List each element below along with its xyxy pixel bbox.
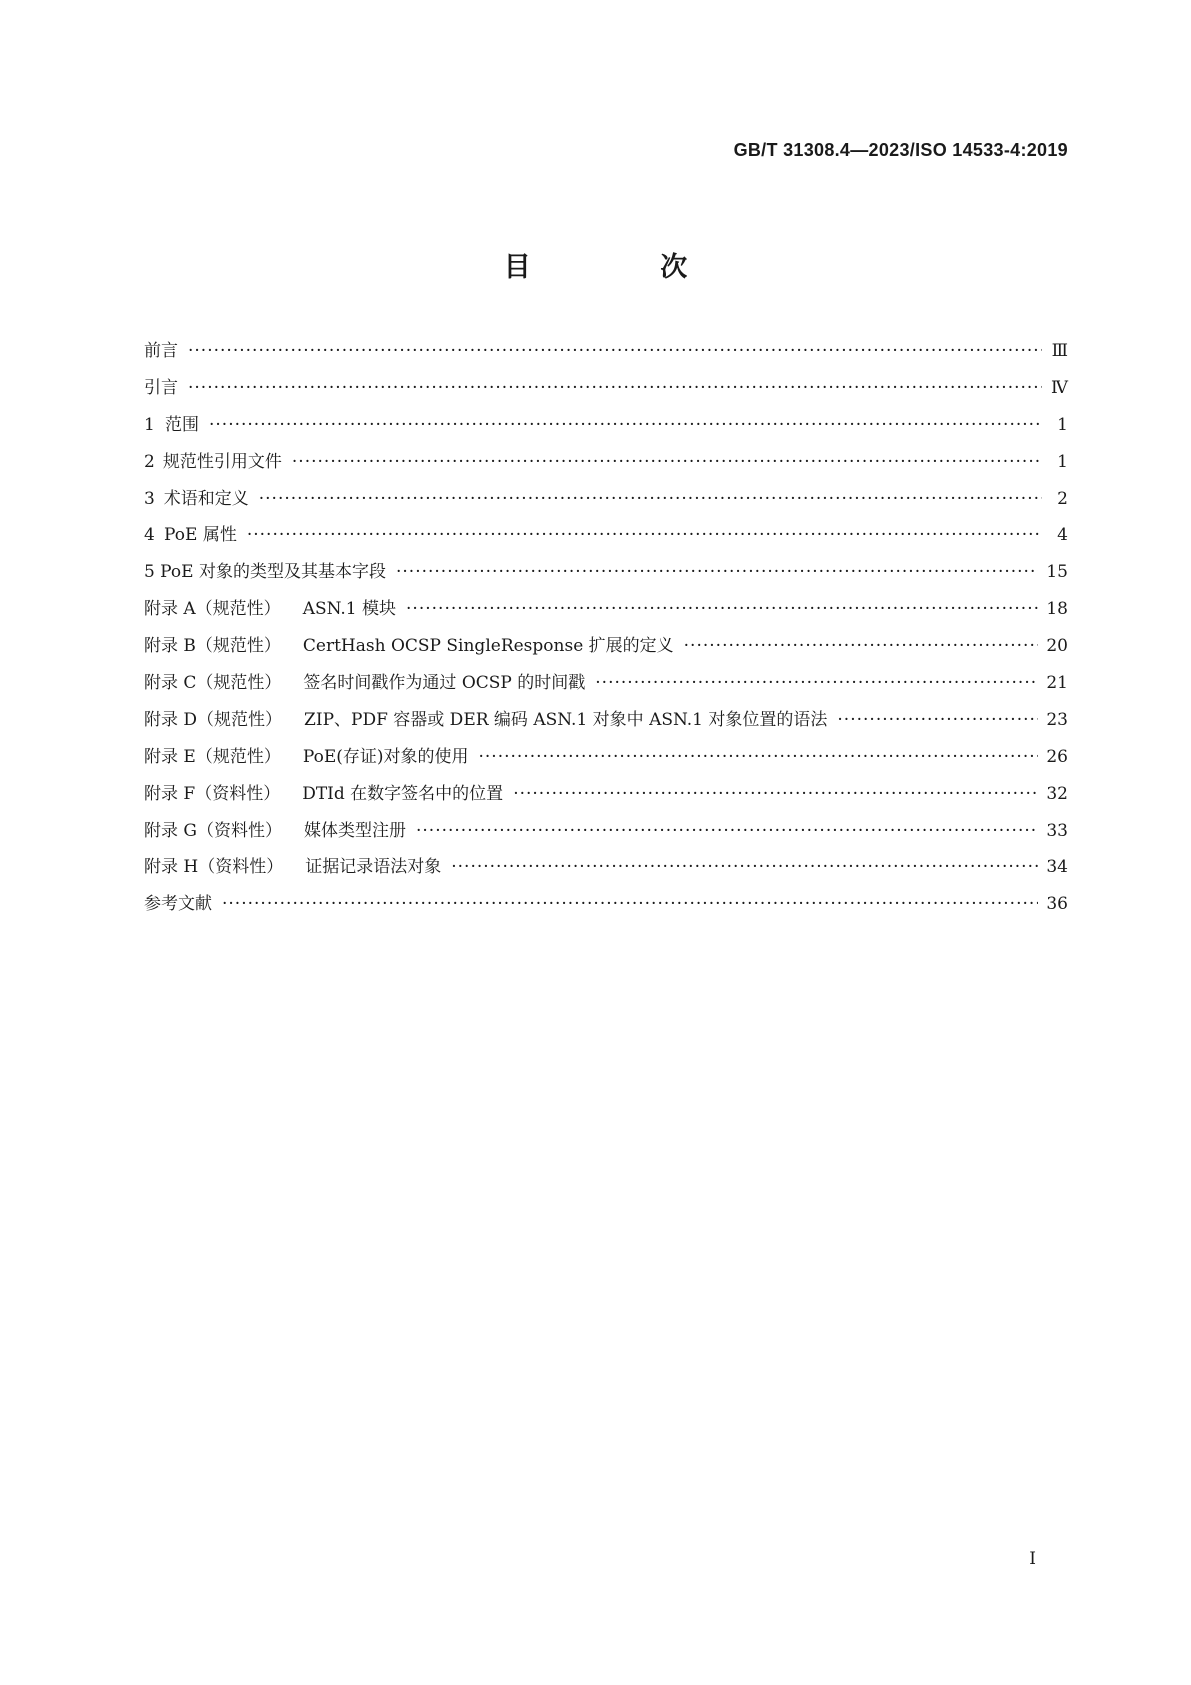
toc-annex-prefix: 附录 H（资料性） bbox=[144, 857, 284, 878]
toc-entry-annex-e[interactable] bbox=[144, 742, 1068, 779]
toc-entry-label: 参考文献 bbox=[144, 894, 212, 915]
toc-entry-page: 1 bbox=[1057, 451, 1068, 472]
toc-annex-prefix: 附录 B（规范性） bbox=[144, 636, 281, 657]
toc-annex-prefix: 附录 F（资料性） bbox=[144, 783, 281, 804]
toc-leader-dots bbox=[222, 894, 1038, 914]
toc-entry-annex-a[interactable] bbox=[144, 594, 1068, 631]
toc-entry-page: 18 bbox=[1046, 599, 1068, 620]
toc-entry-label: ASN.1 模块 bbox=[302, 599, 397, 620]
toc-entry-page: 2 bbox=[1057, 488, 1068, 509]
toc-entry-introduction[interactable] bbox=[144, 373, 1068, 410]
toc-leader-dots bbox=[595, 673, 1038, 693]
standard-code: GB/T 31308.4—2023/ISO 14533-4:2019 bbox=[733, 140, 1068, 160]
toc-entry-4[interactable] bbox=[144, 520, 1068, 557]
toc-entry-page: Ⅲ bbox=[1051, 341, 1068, 361]
toc-entry-annex-f[interactable] bbox=[144, 779, 1068, 816]
toc-entry-number: 3 bbox=[144, 488, 155, 509]
toc-entry-label: 术语和定义 bbox=[163, 488, 249, 509]
toc-entry-page: 20 bbox=[1046, 636, 1068, 657]
toc-entry-page: 15 bbox=[1046, 562, 1068, 583]
toc-entry-annex-g[interactable] bbox=[144, 816, 1068, 853]
toc-annex-prefix: 附录 C（规范性） bbox=[144, 673, 282, 694]
toc-entry-page: 23 bbox=[1046, 709, 1068, 730]
toc-leader-dots bbox=[292, 452, 1042, 472]
toc-leader-dots bbox=[259, 489, 1042, 509]
toc-entry-label: 签名时间戳作为通过 OCSP 的时间戳 bbox=[303, 673, 586, 694]
toc-entry-label: 证据记录语法对象 bbox=[305, 857, 442, 878]
toc-leader-dots bbox=[513, 784, 1038, 804]
toc-annex-prefix: 附录 G（资料性） bbox=[144, 820, 282, 841]
toc-entry-page: 21 bbox=[1046, 673, 1068, 694]
toc-entry-label: 规范性引用文件 bbox=[162, 451, 282, 472]
toc-entry-annex-h[interactable] bbox=[144, 852, 1068, 889]
toc-leader-dots bbox=[479, 747, 1039, 767]
toc-entry-label: ZIP、PDF 容器或 DER 编码 ASN.1 对象中 ASN.1 对象位置的语法 bbox=[304, 709, 828, 730]
toc-entry-page: 32 bbox=[1046, 783, 1068, 804]
toc-leader-dots bbox=[396, 562, 1038, 582]
toc-entry-number: 2 bbox=[144, 451, 155, 472]
toc-leader-dots bbox=[451, 857, 1038, 877]
toc-entry-foreword[interactable] bbox=[144, 336, 1068, 373]
toc-entry-annex-c[interactable] bbox=[144, 668, 1068, 705]
toc-entry-3[interactable] bbox=[144, 484, 1068, 521]
toc-leader-dots bbox=[209, 415, 1042, 435]
toc-entry-label: DTId 在数字签名中的位置 bbox=[302, 783, 504, 804]
toc-leader-dots bbox=[416, 821, 1038, 841]
toc-entry-page: 4 bbox=[1057, 525, 1068, 546]
toc-entry-annex-d[interactable] bbox=[144, 705, 1068, 742]
toc-annex-prefix: 附录 E（规范性） bbox=[144, 746, 281, 767]
toc-entry-label: 前言 bbox=[144, 341, 178, 361]
toc-leader-dots bbox=[837, 710, 1038, 730]
toc-entry-label: 范围 bbox=[164, 414, 199, 435]
toc-entry-label: CertHash OCSP SingleResponse 扩展的定义 bbox=[302, 636, 674, 657]
toc-entry-annex-b[interactable] bbox=[144, 631, 1068, 668]
page-number: Ⅰ bbox=[1029, 1549, 1036, 1569]
toc-leader-dots bbox=[188, 341, 1042, 361]
toc-entry-page: 1 bbox=[1057, 414, 1068, 435]
toc-entry-label: 引言 bbox=[144, 377, 178, 398]
toc-leader-dots bbox=[247, 525, 1042, 545]
toc-leader-dots bbox=[406, 599, 1038, 619]
toc-entry-number: 4 bbox=[144, 525, 155, 546]
toc-entry-5[interactable] bbox=[144, 557, 1068, 594]
toc-entry-number: 5 bbox=[144, 562, 155, 583]
toc-entry-label: PoE 属性 bbox=[164, 525, 237, 546]
toc-entry-label: PoE(存证)对象的使用 bbox=[302, 746, 469, 767]
toc-entry-bibliography[interactable] bbox=[144, 889, 1068, 926]
toc-entry-page: 36 bbox=[1046, 894, 1068, 915]
toc-entry-label: PoE 对象的类型及其基本字段 bbox=[160, 562, 386, 583]
table-of-contents bbox=[144, 336, 1068, 926]
toc-entry-label: 媒体类型注册 bbox=[303, 820, 406, 841]
toc-entry-number: 1 bbox=[144, 414, 155, 435]
toc-entry-1[interactable] bbox=[144, 410, 1068, 447]
toc-annex-prefix: 附录 A（规范性） bbox=[144, 599, 281, 620]
toc-leader-dots bbox=[684, 636, 1039, 656]
toc-entry-2[interactable] bbox=[144, 447, 1068, 484]
page-title: 目 次 bbox=[503, 252, 748, 283]
toc-entry-page: 33 bbox=[1046, 820, 1068, 841]
toc-entry-page: 34 bbox=[1046, 857, 1068, 878]
toc-entry-page: Ⅳ bbox=[1051, 377, 1068, 398]
toc-annex-prefix: 附录 D（规范性） bbox=[144, 709, 283, 730]
toc-entry-page: 26 bbox=[1046, 746, 1068, 767]
toc-leader-dots bbox=[188, 378, 1042, 398]
